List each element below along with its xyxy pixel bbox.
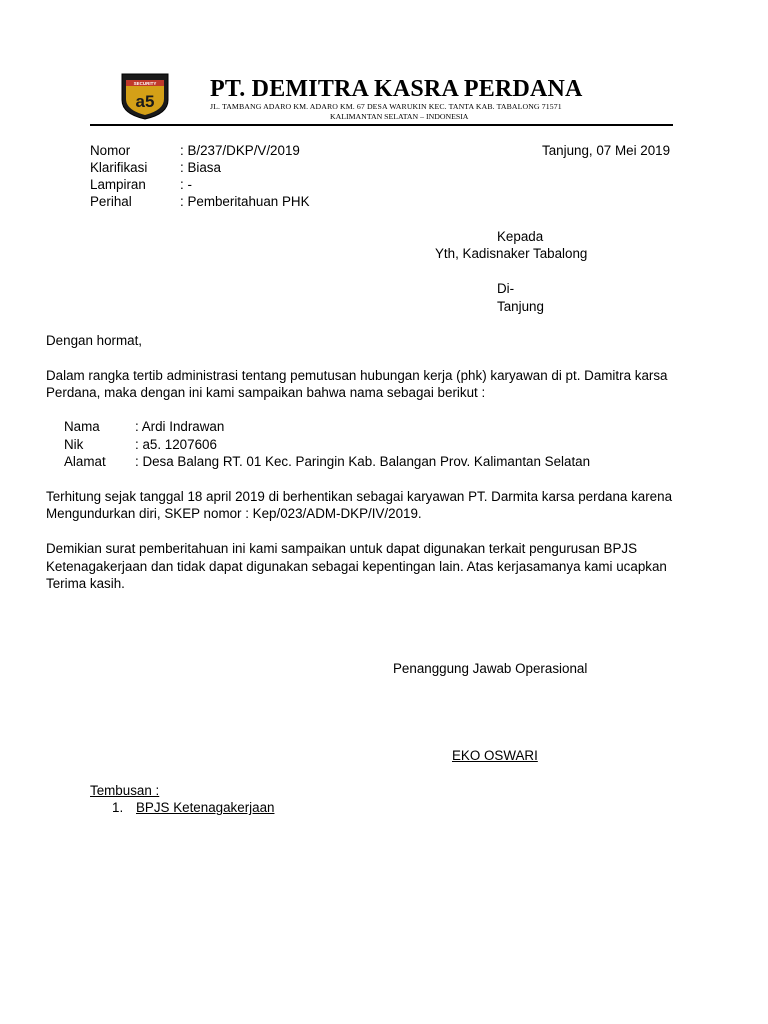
klarifikasi-label: Klarifikasi bbox=[90, 160, 148, 175]
tembusan-item-number: 1. bbox=[112, 800, 124, 815]
paragraph-2-line-1: Terhitung sejak tanggal 18 april 2019 di berhentikan sebagai karyawan PT. Darmita karsa perdana karena bbox=[46, 489, 673, 504]
svg-text:a5: a5 bbox=[135, 92, 155, 111]
place-date: Tanjung, 07 Mei 2019 bbox=[542, 143, 671, 158]
paragraph-3-line-3: Terima kasih. bbox=[46, 576, 125, 591]
nik-label: Nik bbox=[64, 437, 84, 452]
recipient-city: Tanjung bbox=[497, 299, 544, 314]
recipient-yth: Yth, Kadisnaker Tabalong bbox=[435, 246, 588, 261]
recipient-kepada: Kepada bbox=[497, 229, 544, 244]
nomor-value: : B/237/DKP/V/2019 bbox=[180, 143, 300, 158]
company-address-line1: JL. TAMBANG ADARO KM. ADARO KM. 67 DESA WARUKIN KEC. TANTA KAB. TABALONG 71571 bbox=[210, 102, 562, 111]
company-logo bbox=[118, 70, 172, 120]
tembusan-label: Tembusan : bbox=[90, 783, 160, 798]
perihal-value: : Pemberitahuan PHK bbox=[180, 194, 310, 209]
svg-text:SECURITY: SECURITY bbox=[133, 81, 157, 86]
signatory-name: EKO OSWARI bbox=[452, 748, 538, 763]
signature-title: Penanggung Jawab Operasional bbox=[393, 661, 588, 676]
salutation: Dengan hormat, bbox=[46, 333, 143, 348]
klarifikasi-value: : Biasa bbox=[180, 160, 221, 175]
paragraph-1-line-2: Perdana, maka dengan ini kami sampaikan bahwa nama sebagai berikut : bbox=[46, 385, 486, 400]
letterhead-divider bbox=[90, 124, 673, 126]
paragraph-3-line-2: Ketenagakerjaan dan tidak dapat digunakan sebagai kepentingan lain. Atas kerjasamanya kami ucapkan bbox=[46, 559, 667, 574]
alamat-label: Alamat bbox=[64, 454, 106, 469]
perihal-label: Perihal bbox=[90, 194, 132, 209]
company-address-line2: KALIMANTAN SELATAN – INDONESIA bbox=[330, 112, 469, 121]
paragraph-2-line-2: Mengundurkan diri, SKEP nomor : Kep/023/ADM-DKP/IV/2019. bbox=[46, 506, 422, 521]
lampiran-label: Lampiran bbox=[90, 177, 146, 192]
paragraph-1-line-1: Dalam rangka tertib administrasi tentang pemutusan hubungan kerja (phk) karyawan di pt. Damitra karsa bbox=[46, 368, 668, 383]
recipient-di: Di- bbox=[497, 281, 515, 296]
nama-label: Nama bbox=[64, 419, 100, 434]
paragraph-3-line-1: Demikian surat pemberitahuan ini kami sampaikan untuk dapat digunakan terkait pengurusan BPJS bbox=[46, 541, 638, 556]
lampiran-value: : - bbox=[180, 177, 192, 192]
company-name: PT. DEMITRA KASRA PERDANA bbox=[210, 76, 583, 102]
tembusan-item-text: BPJS Ketenagakerjaan bbox=[136, 800, 275, 815]
nik-value: : a5. 1207606 bbox=[135, 437, 217, 452]
alamat-value: : Desa Balang RT. 01 Kec. Paringin Kab. Balangan Prov. Kalimantan Selatan bbox=[135, 454, 591, 469]
nama-value: : Ardi Indrawan bbox=[135, 419, 225, 434]
nomor-label: Nomor bbox=[90, 143, 131, 158]
